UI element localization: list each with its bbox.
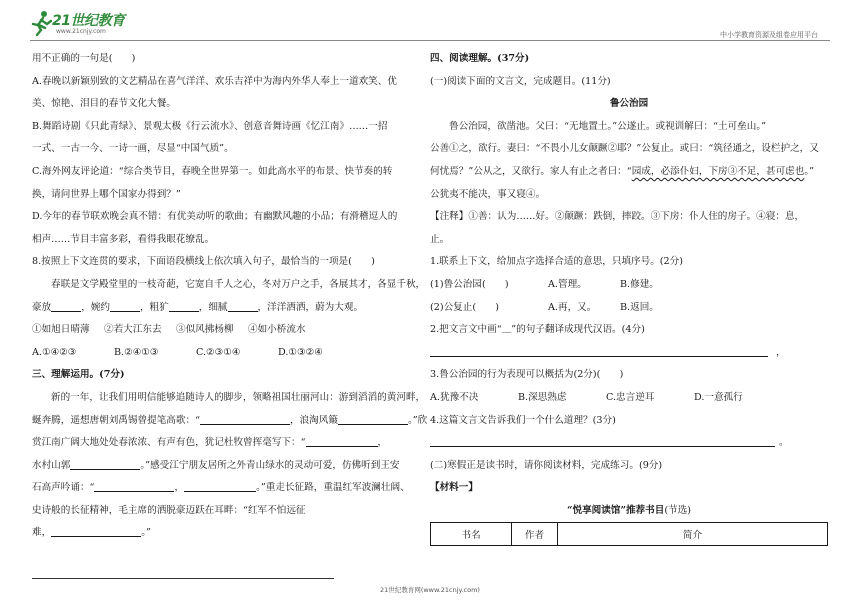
text: ， (174, 482, 185, 494)
material-1-label: 【材料一】 (430, 482, 478, 494)
blank-3[interactable] (169, 299, 199, 312)
right-column (430, 48, 828, 522)
passage-line: 春联是文学殿堂里的一枝奇葩，它宽自千人之心，冬对万户之手，各展其才，各显千秋， (51, 278, 426, 290)
text: 何忧焉？”公从之，又欲行。家人有止之者曰：“ (430, 165, 632, 177)
option-d: D.一意孤行 (694, 391, 743, 403)
reading-1-intro: (一)阅读下面的文言文，完成题目。(11分) (430, 75, 611, 87)
option-c: C.忠言逆耳 (606, 391, 655, 403)
fill-line (32, 455, 414, 478)
text: ，粗犷 (139, 301, 169, 313)
passage-line: 公善①之，欲行。妻曰：“不畏小儿女颠蹶②耶？”公复止。或曰：“筑径通之，设栏护之，又 (430, 143, 819, 155)
option-c: C.海外网友评论道：“综合类节目，春晚全世界第一。如此高水平的布景、快节奏的转 (32, 165, 393, 177)
logo-text: 21世纪教育 (52, 13, 125, 29)
option-b: B.深思熟虑 (518, 391, 567, 403)
text: 。”重走长征路，重温红军波澜壮阔、 (256, 482, 410, 494)
annotation: 止。 (430, 233, 450, 245)
answer-d: D.①③②④ (278, 346, 323, 358)
table-title (430, 500, 828, 523)
platform-label: 中小学教育资源及组卷应用平台 (720, 31, 818, 39)
word-prompt: (1)鲁公治园( ) (430, 278, 509, 290)
table-header-row (431, 523, 828, 546)
text: 。” (141, 527, 151, 539)
text-line: 换，请问世界上哪个国家办得到？” (32, 188, 181, 200)
text: ，婉约 (81, 301, 110, 313)
fill-line (32, 522, 414, 545)
question-2: 2.把文言文中画“＿”的句子翻译成现代汉语。(4分) (430, 324, 645, 336)
header-title: 书名 (431, 523, 512, 546)
sentence-3: ③似风拂杨柳 (176, 324, 234, 336)
text: 难， (32, 527, 52, 539)
blank-11[interactable] (51, 524, 141, 537)
question-1-part-1 (430, 274, 828, 297)
blank-6[interactable] (338, 412, 408, 425)
section-3-heading: 三、理解运用。(7分) (32, 369, 125, 381)
text: 蜒奔腾，遥想唐朝刘禹锡曾提笔高歌：“ (32, 414, 200, 426)
left-column (32, 48, 428, 545)
text: 。 (779, 437, 789, 449)
question-3: 3.鲁公治园的行为表现可以概括为(2分)( ) (430, 369, 624, 381)
footer-divider (32, 578, 334, 579)
blank-1[interactable] (51, 299, 81, 312)
blank-2[interactable] (110, 299, 140, 312)
header-author: 作者 (512, 523, 558, 546)
text: 石高声吟诵：“ (32, 482, 95, 494)
text: 赏江南广阔大地处处春浓浓、有声有色，犹记杜牧曾挥毫写下：“ (32, 437, 306, 449)
text: ，浪淘风簸 (290, 414, 338, 426)
text-line: 美、惊艳、泪目的春节文化大餐。 (32, 98, 176, 110)
text-line: 相声……节目丰富多彩，看得我眼花缭乱。 (32, 233, 215, 245)
question-1: 1.联系上下文，给加点字选择合适的意思，只填序号。(2分) (430, 256, 683, 268)
blank-5[interactable] (200, 412, 290, 425)
logo (30, 8, 125, 38)
page-header (0, 0, 860, 42)
text: ， (377, 437, 388, 449)
text: 。”欣 (407, 414, 428, 426)
text: ，洋洋洒洒，蔚为大观。 (257, 301, 364, 313)
option-a: A.春晚以新颖别致的文艺精品在喜气洋洋、欢乐吉祥中为海内外华人奉上一道欢笑、优 (32, 75, 397, 87)
answer-options (32, 342, 414, 365)
fill-line (32, 477, 414, 500)
question-1-part-2 (430, 297, 828, 320)
passage-line: 新的一年，让我们用明信能够追随诗人的脚步，领略祖国壮丽河山：游到滔滔的黄河畔， (51, 391, 426, 403)
blank-8[interactable] (70, 457, 140, 470)
header-summary: 简介 (558, 523, 828, 546)
reading-2-intro: (二)寒假正是读书时，请你阅读材料，完成练习。(9分) (430, 459, 663, 471)
answer-a: A.①④②③ (32, 346, 77, 358)
question-8: 8.按照上下文连贯的要求，下面语段横线上依次填入句子，最恰当的一项是( ) (32, 256, 375, 268)
section-4-heading: 四、阅读理解。(37分) (430, 53, 530, 64)
choice-b: B.修建。 (620, 278, 659, 290)
fill-line (32, 432, 414, 455)
sentence-4: ④如小桥流水 (248, 324, 306, 336)
sentence-2: ②若大江东去 (104, 324, 162, 336)
book-table (430, 522, 828, 546)
answer-blank[interactable] (430, 344, 768, 357)
blank-10[interactable] (184, 479, 256, 492)
text: 水村山郭 (32, 459, 71, 471)
text-line: 史诗般的长征精神，毛主席的洒脱豪迈跃在耳畔：“红军不怕远征 (32, 504, 306, 516)
passage-title: 鲁公治园 (609, 98, 649, 110)
blank-9[interactable] (94, 479, 174, 492)
answer-c: C.②③①④ (196, 346, 241, 358)
choice-a: A.管理。 (548, 278, 587, 290)
text: 豪放 (32, 301, 52, 313)
answer-line (430, 342, 828, 365)
option-b: B.舞蹈诗剧《只此青绿》、景观太极《行云流水》、创意音舞诗画《忆江南》……一招 (32, 120, 388, 132)
text-line: 一式、一古一今、一诗一画，尽显“中国气质”。 (32, 143, 234, 155)
fill-line (32, 410, 428, 433)
table-title-text: “悦享阅读馆”推荐书目 (566, 504, 665, 516)
text-line: 用不正确的一句是( ) (32, 53, 136, 64)
text: 。” (804, 165, 815, 177)
sentence-options (32, 319, 414, 342)
annotation: 【注释】①善：认为……好。②颠蹶：跌倒，摔跤。③下房：仆人住的房子。④寝：息， (430, 211, 805, 223)
table-subtitle: (节选) (664, 504, 692, 516)
choice-b: B.返回。 (620, 301, 659, 313)
blank-4[interactable] (228, 299, 258, 312)
question-4: 4.这篇文言文告诉我们一个什么道理？(3分) (430, 414, 616, 426)
fill-line (32, 297, 414, 320)
marked-sentence: 园成，必添仆妇，下房③不足，甚可虑也 (631, 165, 805, 177)
choice-a: A.再，又。 (548, 301, 597, 313)
runner-logo-icon (30, 10, 52, 36)
text: 。”感受江宁朋友居所之外青山绿水的灵动可爱，仿佛听到王安 (140, 459, 400, 471)
text: ， (776, 346, 786, 358)
blank-7[interactable] (306, 434, 378, 447)
question-3-options (430, 387, 828, 410)
answer-blank[interactable] (430, 434, 775, 447)
logo-url: www.21cnjy.com (56, 28, 106, 35)
page-footer: 21世纪教育网(www.21cnjy.com) (380, 586, 480, 594)
header-divider (30, 40, 830, 41)
sentence-1: ①如旭日晴薄 (32, 324, 90, 336)
passage-line: 鲁公治园，欲凿池。父曰：“无地置土。”公遂止。或视训解曰：“土可垒山。” (449, 120, 767, 132)
word-prompt: (2)公复止( ) (430, 301, 500, 313)
answer-b: B.②④①③ (114, 346, 159, 358)
passage-line: 公犹夷不能决，事又寝④。 (430, 188, 546, 200)
answer-line (430, 432, 828, 455)
option-d: D.今年的春节联欢晚会真不错：有优美动听的歌曲；有幽默风趣的小品；有滑稽逗人的 (32, 211, 398, 223)
text: ，细腻 (198, 301, 228, 313)
option-a: A.犹豫不决 (430, 391, 479, 403)
passage-line (430, 161, 828, 184)
